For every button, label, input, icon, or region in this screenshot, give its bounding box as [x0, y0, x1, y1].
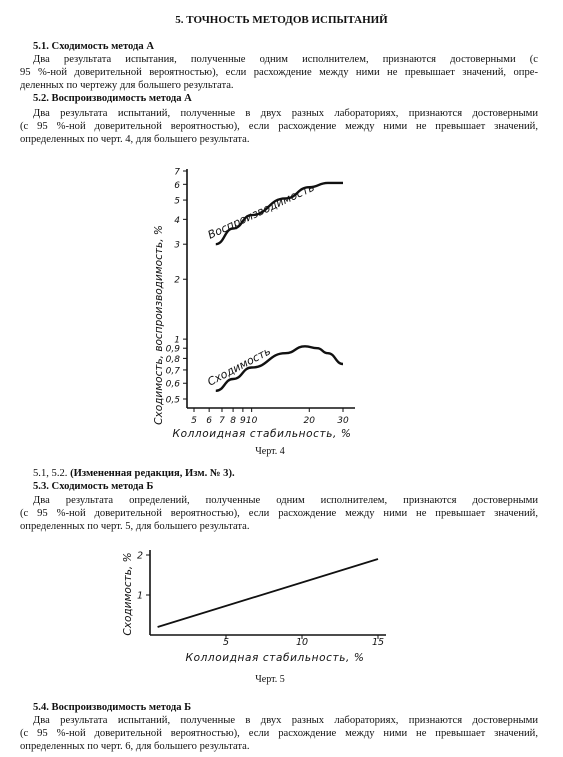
page-heading: 5. ТОЧНОСТЬ МЕТОДОВ ИСПЫТАНИЙ	[175, 14, 388, 26]
section-5-2-line-3: определенных по черт. 4, для большего результата.	[20, 134, 250, 145]
chart-5-series-line	[158, 559, 378, 627]
chart-4-y-tick-label: 0,6	[165, 379, 180, 390]
section-5-4-title: 5.4. Воспроизводимость метода Б	[33, 702, 192, 713]
section-5-4-line-2: (с 95 %-ной доверительной вероятностью), если расхождение между ними не превышает значений,	[20, 728, 538, 739]
section-5-4-line-3: определенных по черт. 6, для большего результата.	[20, 741, 250, 752]
section-5-2-line-1: Два результата испытаний, полученные в двух разных лабораториях, признаются достоверными	[33, 108, 538, 119]
chart-5-y-label: Сходимость, %	[122, 552, 134, 636]
chart-4-y-tick-label: 1	[174, 335, 180, 346]
section-5-2-title: 5.2. Воспроизводимость метода А	[33, 93, 192, 104]
chart-4-x-tick-label: 9	[240, 416, 246, 426]
amendment-bold: (Измененная редакция, Изм. № 3).	[70, 468, 235, 479]
amendment-note	[33, 468, 235, 481]
chart-5-x-tick-label: 10	[295, 636, 309, 648]
chart-4-x-tick-label: 30	[337, 416, 349, 426]
section-5-1-line-3: деленных по чертежу для большего результата.	[20, 80, 234, 91]
chart-4-y-tick-label: 6	[174, 180, 180, 191]
chart-4	[150, 165, 370, 445]
chart-4-y-tick-label: 0,9	[165, 344, 180, 355]
section-5-2-line-2: (с 95 %-ной доверительной вероятностью), если расхождение между ними не превышает значений,	[20, 121, 538, 132]
chart-5	[118, 538, 398, 673]
section-5-1-title: 5.1. Сходимость метода А	[33, 41, 154, 52]
section-5-1-line-2: 95 %-ной доверительной вероятностью), если расхождение между ними не превышает значений, опре-	[20, 67, 538, 78]
chart-5-y-tick-label: 1	[136, 590, 143, 602]
section-5-3-title: 5.3. Сходимость метода Б	[33, 481, 154, 492]
chart-4-y-label: Сходимость, воспроизводимость, %	[153, 225, 165, 425]
section-5-3-line-3: определенных по черт. 5, для большего результата.	[20, 521, 250, 532]
chart-4-x-tick-label: 20	[303, 416, 316, 426]
chart-4-x-tick-label: 5	[191, 416, 197, 426]
chart-4-caption: Черт. 4	[255, 446, 285, 457]
chart-4-curve-reproducibility	[216, 183, 343, 244]
chart-4-y-tick-label: 0,5	[165, 395, 180, 406]
chart-4-y-tick-label: 3	[174, 240, 180, 251]
chart-4-x-tick-label: 6	[206, 416, 213, 426]
chart-4-x-tick-label: 10	[245, 416, 258, 426]
chart-4-y-tick-label: 4	[174, 215, 180, 226]
chart-5-caption: Черт. 5	[255, 674, 285, 685]
chart-4-curve-label-repeatability: Сходимость	[205, 344, 273, 389]
chart-4-y-tick-label: 0,8	[165, 354, 180, 365]
chart-4-y-tick-label: 5	[174, 196, 180, 207]
chart-5-x-tick-label: 15	[371, 636, 385, 648]
section-5-4-line-1: Два результата испытаний, полученные в двух разных лабораториях, признаются достоверными	[33, 715, 538, 726]
chart-5-x-tick-label: 5	[222, 636, 230, 648]
section-5-3-line-2: (с 95 %-ной доверительной вероятностью), если расхождение между ними не превышает значений,	[20, 508, 538, 519]
chart-4-x-label: Коллоидная стабильность, %	[172, 428, 352, 440]
section-5-1-line-1: Два результата испытания, полученные одним исполнителем, признаются достоверными (с	[33, 54, 538, 65]
amendment-prefix: 5.1, 5.2.	[33, 468, 71, 479]
chart-4-x-tick-label: 7	[219, 416, 225, 426]
chart-5-x-label: Коллоидная стабильность, %	[185, 652, 365, 664]
chart-5-y-tick-label: 2	[136, 550, 143, 562]
chart-4-y-tick-label: 7	[174, 167, 180, 178]
chart-4-y-tick-label: 0,7	[165, 366, 180, 377]
chart-4-x-tick-label: 8	[230, 416, 236, 426]
chart-4-curve-label-reproducibility: Воспроизводимость	[205, 180, 317, 242]
chart-4-y-tick-label: 2	[174, 275, 180, 286]
section-5-3-line-1: Два результата определений, полученные одним исполнителем, признаются достоверными	[33, 495, 538, 506]
